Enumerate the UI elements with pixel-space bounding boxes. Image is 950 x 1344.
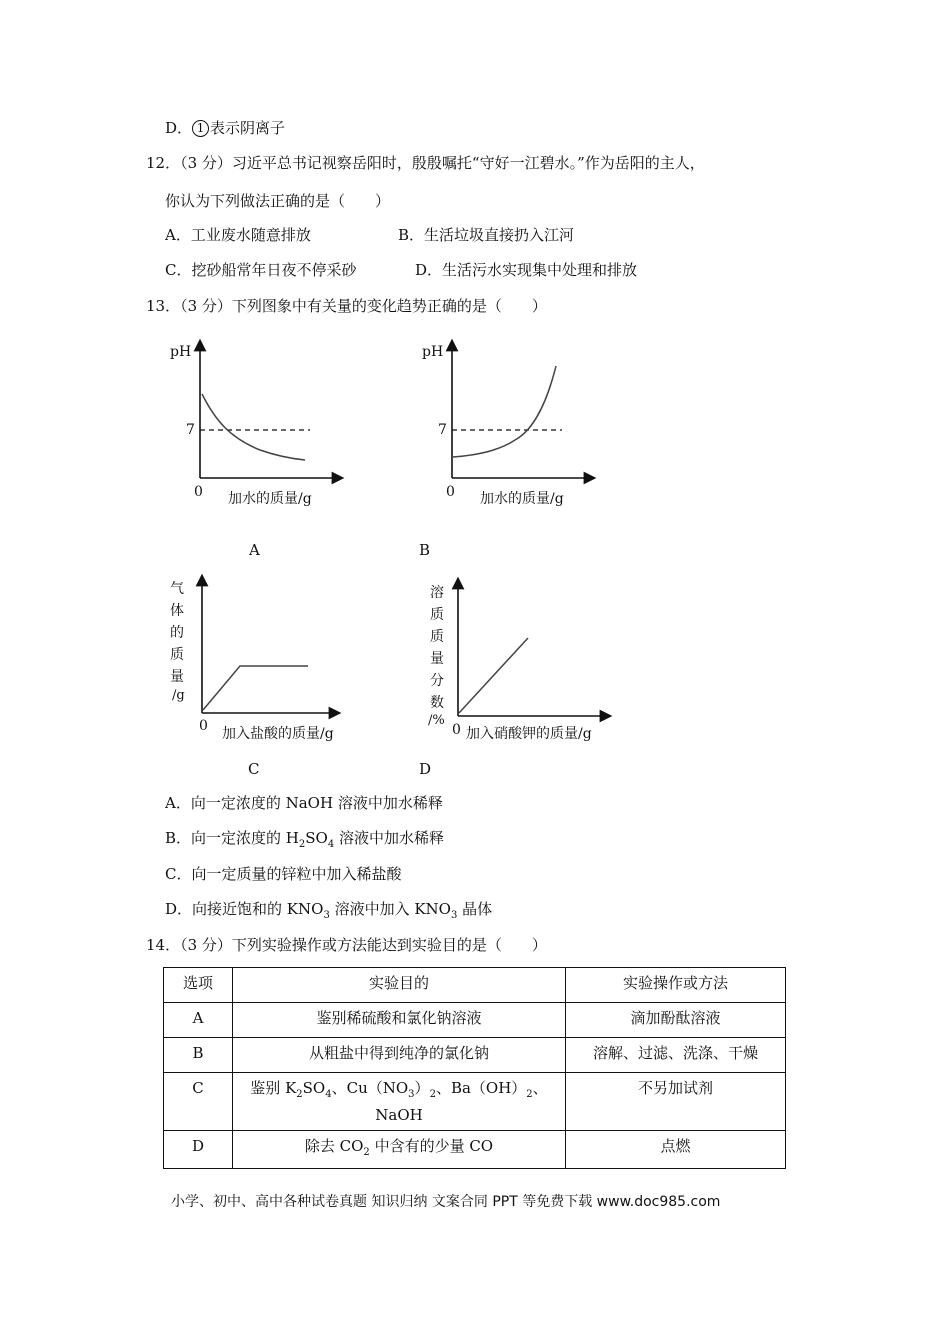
graph-a-tick-7: 7	[186, 422, 195, 438]
row-b-purpose: 从粗盐中得到纯净的氯化钠	[233, 1038, 566, 1073]
graph-d-line	[459, 638, 528, 713]
graph-d-ylabel-5: 数	[430, 695, 444, 711]
row-c-method: 不另加试剂	[566, 1073, 786, 1131]
graph-a-xlabel: 加水的质量/g	[228, 491, 312, 507]
circled-number: 1	[192, 120, 209, 137]
graph-c-ylabel-0: 气	[170, 581, 184, 597]
q13-option-b: B．向一定浓度的 $H_2SO_4$ 溶液中加水稀释	[165, 829, 444, 850]
graph-d-ylabel-6: /%	[428, 713, 445, 728]
q14-stem: 14．（3 分）下列实验操作或方法能达到实验目的是（ ）	[146, 936, 547, 954]
graph-c-caption: C	[248, 760, 260, 778]
row-d-option: D	[164, 1131, 233, 1169]
q13-option-d: D．向接近饱和的 $KNO_3$ 溶液中加入 $KNO_3$ 晶体	[165, 900, 493, 921]
row-d-purpose: 除去 $CO_2$ 中含有的少量 CO	[233, 1131, 566, 1169]
graph-b-origin: 0	[446, 484, 455, 500]
graph-a-origin: 0	[194, 484, 203, 500]
graph-c-ylabel-1: 体	[170, 603, 184, 619]
graph-c-ylabel-2: 的	[170, 625, 184, 641]
graph-b-ylabel: pH	[422, 344, 444, 360]
graph-d-origin: 0	[452, 722, 461, 738]
graph-d-ylabel-4: 分	[430, 673, 444, 689]
graph-d-ylabel-3: 量	[430, 651, 444, 667]
header-option: 选项	[164, 968, 233, 1003]
q11-option-d-text: 表示阴离子	[210, 119, 286, 137]
q13-option-a: A．向一定浓度的 NaOH 溶液中加水稀释	[165, 794, 443, 812]
graph-c-ylabel-3: 质	[170, 647, 184, 663]
table-header-row	[164, 968, 786, 1003]
graph-b-caption: B	[419, 541, 431, 559]
graph-d-xlabel: 加入硝酸钾的质量/g	[466, 726, 592, 742]
q12-option-a: A．工业废水随意排放	[165, 226, 311, 244]
table-row	[164, 1003, 786, 1038]
graph-d-caption: D	[419, 760, 432, 778]
table-row	[164, 1073, 786, 1131]
q14-table	[163, 967, 786, 1169]
q12-option-b: B．生活垃圾直接扔入江河	[398, 226, 575, 244]
q13-stem: 13．（3 分）下列图象中有关量的变化趋势正确的是（ ）	[146, 297, 547, 315]
row-a-purpose: 鉴别稀硫酸和氯化钠溶液	[233, 1003, 566, 1038]
graph-c-ylabel-4: 量	[170, 669, 184, 685]
graph-d-ylabel-2: 质	[430, 629, 444, 645]
page-footer: 小学、初中、高中各种试卷真题 知识归纳 文案合同 PPT 等免费下载 www.doc985.com	[171, 1194, 721, 1210]
graph-c-xlabel: 加入盐酸的质量/g	[222, 726, 334, 742]
graph-c-ylabel-5: /g	[172, 688, 185, 703]
graph-b-xlabel: 加水的质量/g	[480, 491, 564, 507]
graph-b-tick-7: 7	[438, 422, 447, 438]
row-b-option: B	[164, 1038, 233, 1073]
table-row	[164, 1038, 786, 1073]
q12-option-d: D．生活污水实现集中处理和排放	[415, 261, 638, 279]
header-method: 实验操作或方法	[566, 968, 786, 1003]
row-b-method: 溶解、过滤、洗涤、干燥	[566, 1038, 786, 1073]
q12-stem-line2: 你认为下列做法正确的是（ ）	[165, 192, 391, 210]
q12-option-c: C．挖砂船常年日夜不停采砂	[165, 261, 357, 279]
row-c-purpose: 鉴别 $K_2SO_4$、$Cu(NO_3)_2$、$Ba(OH)_2$、 NaOH	[233, 1073, 566, 1131]
q11-option-d-letter: D．	[165, 119, 193, 137]
row-a-option: A	[164, 1003, 233, 1038]
row-d-method: 点燃	[566, 1131, 786, 1169]
q12-stem-line1: 12．（3 分）习近平总书记视察岳阳时，殷殷嘱托“守好一江碧水。”作为岳阳的主人，	[146, 154, 705, 172]
header-purpose: 实验目的	[233, 968, 566, 1003]
graph-d-ylabel-1: 质	[430, 607, 444, 623]
graph-a-caption: A	[249, 541, 260, 559]
row-c-option: C	[164, 1073, 233, 1131]
graph-d-ylabel-0: 溶	[430, 585, 444, 601]
row-a-method: 滴加酚酞溶液	[566, 1003, 786, 1038]
table-row	[164, 1131, 786, 1169]
q13-option-c: C．向一定质量的锌粒中加入稀盐酸	[165, 865, 402, 883]
graph-c-origin: 0	[199, 718, 208, 734]
graph-a-ylabel: pH	[170, 344, 192, 360]
